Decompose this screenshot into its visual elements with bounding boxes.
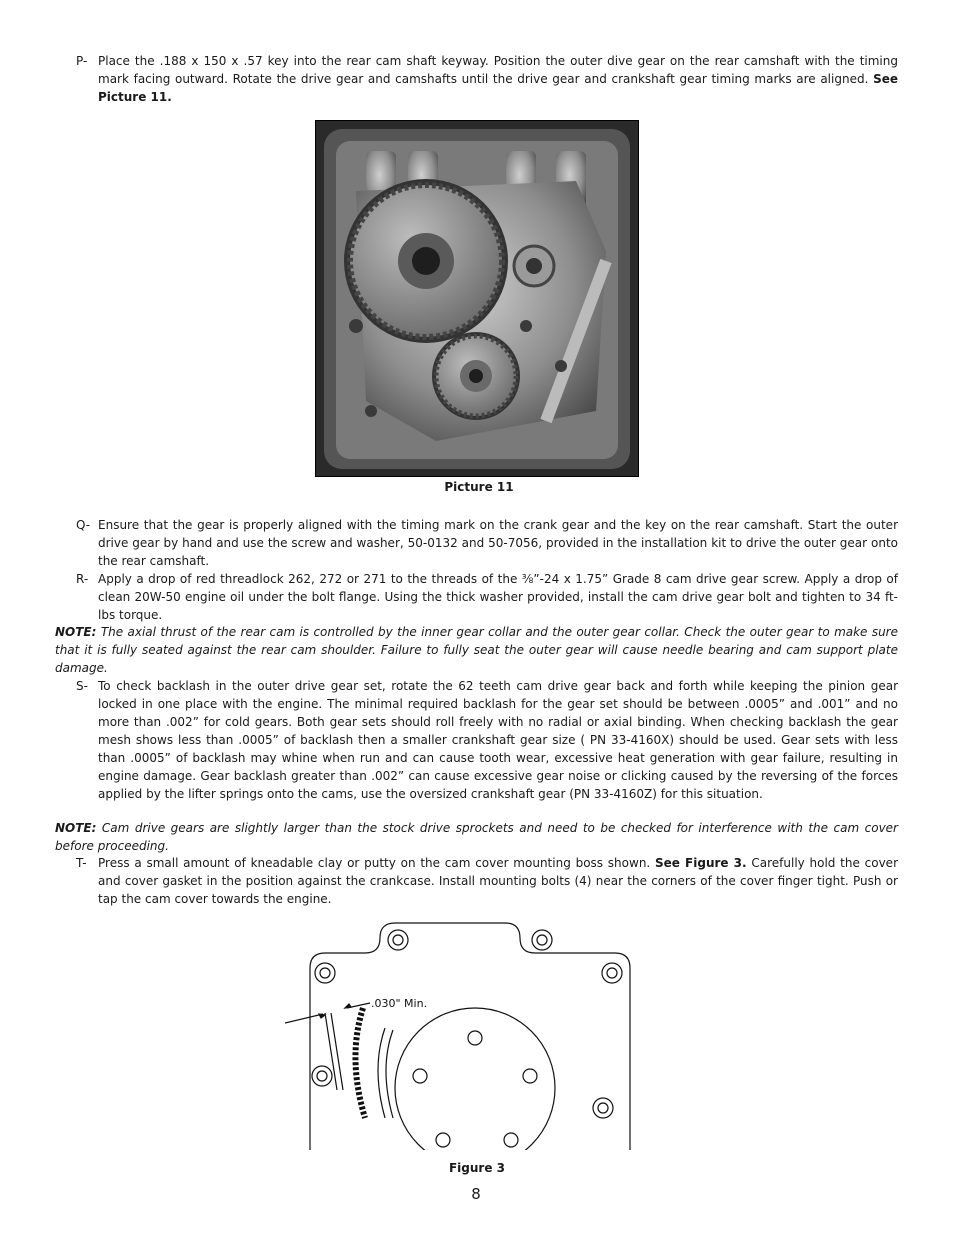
step-text-continued: Carefully hold the cover and cover gasket in the position against the crankcase. Install mounting bolts (4) near the corners of the cover finger tight. Push or tap the cam cover towards the engine.	[98, 856, 898, 906]
note-label: NOTE:	[55, 821, 97, 835]
note-cam-drive-gears	[55, 819, 898, 855]
figure-reference: See Figure 3.	[655, 856, 747, 870]
note-text: The axial thrust of the rear cam is controlled by the inner gear collar and the outer gear collar. Check the outer gear to make sure that it is fully seated against the rear cam shoulder. Failure to fully seat the outer gear will cause needle bearing and cam support plate damage.	[55, 625, 898, 675]
step-r	[76, 570, 898, 624]
step-text: Ensure that the gear is properly aligned with the timing mark on the crank gear and the key on the rear camshaft. Start the outer drive gear by hand and use the screw and washer, 50-0132 and 50-7056, provided in the installation kit to drive the outer gear onto the rear camshaft.	[98, 518, 898, 568]
step-text: Place the .188 x 150 x .57 key into the rear cam shaft keyway. Position the outer dive gear on the rear camshaft with the timing mark facing outward. Rotate the drive gear and camshafts until the drive gear and crankshaft gear timing marks are aligned.	[98, 54, 898, 86]
step-label: R-	[76, 572, 89, 586]
step-q	[76, 516, 898, 570]
note-label: NOTE:	[55, 625, 97, 639]
step-s	[76, 677, 898, 803]
clearance-label: .030" Min.	[371, 997, 428, 1010]
figure-caption: Figure 3	[448, 1161, 506, 1175]
step-text: Apply a drop of red threadlock 262, 272 or 271 to the threads of the ⅜”-24 x 1.75” Grade 8 cam drive gear screw. Apply a drop of clean 20W-50 engine oil under the bolt flange. Using the thick washer provided, install the cam drive gear bolt and tighten to 34 ft-lbs torque.	[98, 572, 898, 622]
engine-photo	[315, 120, 639, 477]
step-t	[76, 854, 898, 908]
page-number: 8	[471, 1185, 481, 1203]
step-p	[76, 52, 898, 106]
picture-reference: See Picture 11.	[98, 72, 898, 104]
note-axial-thrust	[55, 623, 898, 677]
step-label: T-	[76, 856, 87, 870]
cam-cover-figure	[285, 918, 635, 1150]
step-text: Press a small amount of kneadable clay or putty on the cam cover mounting boss shown.	[98, 856, 651, 870]
step-label: P-	[76, 54, 88, 68]
step-label: S-	[76, 679, 88, 693]
step-text: To check backlash in the outer drive gear set, rotate the 62 teeth cam drive gear back and forth while keeping the pinion gear locked in one place with the engine. The minimal required backlash for the gear set should be between .0005” and .001” and no more than .002” for cold gears. Both gear sets should roll freely with no radial or axial binding. When checking backlash the gear mesh shows less than .0005” of backlash then a smaller crankshaft gear size ( PN 33-4160X) should be used. Gear sets with less than .0005” of backlash may whine when run and can cause tooth wear, excessive heat generation with gear failure, resulting in engine damage. Gear backlash greater than .002” can cause excessive gear noise or clicking caused by the reversing of the forces applied by the lifter springs onto the cams, use the oversized crankshaft gear (PN 33-4160Z) for this situation.	[98, 679, 898, 801]
picture-caption: Picture 11	[444, 480, 514, 494]
step-label: Q-	[76, 518, 91, 532]
note-text: Cam drive gears are slightly larger than the stock drive sprockets and need to be checked for interference with the cam cover before proceeding.	[55, 821, 898, 853]
